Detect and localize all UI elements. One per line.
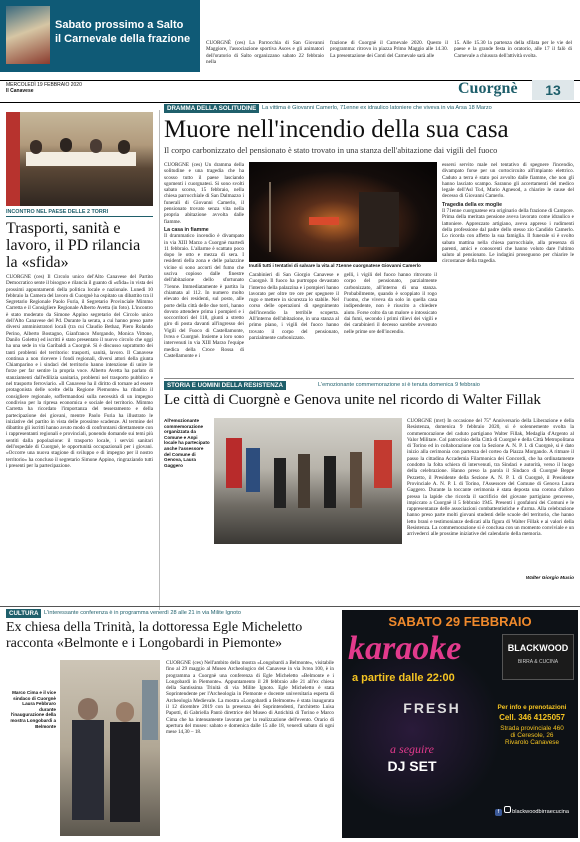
ad-date: SABATO 29 FEBBRAIO	[388, 614, 532, 629]
teaser-title[interactable]	[55, 18, 200, 46]
instagram-icon	[504, 806, 511, 813]
ad-event: karaoke	[348, 630, 462, 667]
left-kicker: INCONTRO NEL PAESE DELLE 2 TORRI	[6, 209, 153, 217]
ad-address1: Strada provinciale 460	[500, 725, 564, 732]
ad-social[interactable]	[488, 806, 576, 816]
culture-body: CUORGNÈ (ces) Nell'ambito della mostra «Longobardi a Belmonte», visitabile fino al 29 maggio al Museo Archeologico del Canavese in via Ivrea 100, è in programma a Cuorgnè una conferenza di Egle Micheletto «Belmonte e i Longobardi in Piemonte». Appuntamento il 28 febbraio alle 21 all'ex chiesa della Santissima Trinità di via Milite Ignoto. Egle Micheletto è stata Soprintendente per l'Archeologia in Piemonte e docente universitaria esperta di Archeologia Medievale. La mostra «Longobardi a Belmonte» è stata inaugurata il 12 dicembre 2019 con la presenza dei Soprintendenti, l'architetto Luisa Papotti, di Gabriella Pantò direttrice del Museo di Antichità di Torino e Marco Cima che ha intensamente lavorato per la realizzazione dell'evento. Orario di apertura del museo: sabato e domenica dalle 15 alle 18, venerdì sabato di ogni mese 14,30 – 18.	[166, 660, 334, 736]
header-section[interactable]: Cuorgnè	[458, 80, 518, 97]
main-col1	[164, 162, 244, 372]
culture-kicker-sub: L'interessante conferenza è in programma venerdì 28 alle 21 in via Milite Ignoto	[44, 610, 241, 616]
main-col4-text-b: Il 71enne cuorgnatese era originario della frazione di Campore. Prima della meritata pensione aveva lavorato come idraulico e lattoniere. Apprezzato artigiano, aveva appreso i rudimenti della professione dal padre dello stesso zio Candido Camerlo. Lo ricorda con affetto la sua famiglia. Il funerale si è svolto sabato mattina nella chiesa parrocchiale, alla presenza di parenti, amici e conoscenti che hanno voluto dare l'ultimo saluto al pensionato. Le indagini proseguono per chiarire le circostanze della tragedia.	[442, 208, 574, 265]
main-col2: Carabinieri di San Giorgio Canavese e Cuorgnè. Il fuoco ha purtroppo devastato l'interno della palazzina e i pompieri hanno lavorato per oltre tre ore per spegnere il rogo e mettere in sicurezza lo stabile. Nel corso delle operazioni di spegnimento dell'incendio la terribile scoperta. All'interno dell'abitazione, in una stanza al primo piano, i vigili del fuoco hanno trovato il corpo del pensionato, parzialmente carbonizzato.	[249, 272, 339, 341]
culture-rule	[0, 606, 580, 607]
fillak-photo	[214, 418, 402, 544]
fillak-body: CUORGNÈ (mvt) In occasione del 75° Anniversario della Liberazione e della Resistenza, domenica 9 febbraio 2020, si è solennemente svolta la commemorazione del caduto partigiano Walter Fillak, Medaglia d'Argento al Valor Militare. Col patrocinio della Città di Cuorgnè e della Città Metropolitana di Torino ed in collaborazione con la Sezione A. N. P. I. di Cuorgnè, si è dato inizio alla cerimonia con partenza del corteo da Piazza Morgando. A ritmare il passo la cittadina Accademia Filarmonica dei Concordi, che ha ordinatamente condotto la folta schiera di intervenuti, tra Sindaci e autorità, verso il luogo della celebrazione. Hanno preso la parola il Sindaco di Cuorgnè Beppe Pezzetto, il Presidente della Sezione A. N. P. I. di Cuorgnè, il Presidente Provinciale A. N. P. I. di Torino, l'Assessore del Comune di Genova Laura Gaggero. Durante la toccante cerimonia è stata deposta una corona d'alloro presso la lapide che ricorda il sacrificio del giovane partigiano genovese, impiccato a Cuorgnè il 5 febbraio 1945. Presenti i gonfaloni dei Comuni e le rappresentanze delle associazioni combattentistiche e d'arma. Alla celebrazione hanno preso parte molti giovani studenti delle scuole del territorio, che hanno letto brani e testimonianze dedicati alla figura di Walter Fillak e ai valori della Resistenza. La commemorazione si è conclusa con un momento conviviale e un arrivederci alle prossime iniziative del calendario della memoria.	[407, 418, 574, 538]
ad-dj: DJ SET	[387, 758, 437, 774]
karaoke-ad[interactable]	[342, 610, 578, 838]
main-col1-subhead: La casa in fiamme	[164, 226, 209, 233]
fillak-headline[interactable]: Le città di Cuorgnè e Genova unite nel ricordo di Walter Fillak	[164, 392, 541, 408]
main-headline[interactable]: Muore nell'incendio della sua casa	[164, 116, 509, 143]
fillak-photo-caption: All'emozionante commemorazione organizzata da Comune e Anpi locale ha partecipato anche l'assessore del Comune di Genova, Laura Gaggero	[164, 418, 210, 468]
main-col4	[442, 162, 574, 372]
header-rule-bottom	[0, 102, 580, 103]
pd-meeting-photo	[6, 112, 153, 206]
ad-contact	[488, 704, 576, 746]
fire-photo-caption: Inutili tutti i tentativi di salvare la vita al 71enne cuorgnatese Giovanni Camerlo	[249, 263, 421, 268]
header-date: MERCOLEDÌ 19 FEBBRAIO 2020	[6, 82, 82, 88]
fillak-rule	[164, 378, 574, 379]
ad-social-handle: blackwoodbirraecucina	[512, 809, 570, 815]
culture-headline[interactable]	[6, 620, 336, 652]
fillak-kicker-sub: L'emozionante commemorazione si è tenuta domenica 9 febbraio	[318, 382, 480, 388]
fillak-signature: Walter Giorgio Musio	[525, 576, 574, 581]
ad-fresh: FRESH	[403, 700, 461, 716]
ad-follow: a seguire	[390, 742, 434, 756]
teaser-photo	[6, 6, 50, 64]
main-col3: gelli, i vigili del fuoco hanno ritrovato il corpo del pensionato, parzialmente carbonizzato, all'interno di una stanza. Probabilmente, quando è scoppiato il rogo l'uomo, che viveva da solo in quella casa indipendente, non è riuscito a chiedere aiuto. Forse colto da un malore o intossicato dai fumi, secondo i primi rilievi dei vigili e dei carabinieri il decesso sarebbe avvenuto nelle prime ore dell'incendio.	[344, 272, 437, 335]
culture-photo	[60, 660, 160, 836]
ad-phone[interactable]: Cell. 346 4125057	[499, 713, 565, 722]
top-strip-col1: CUORGNÈ (ces) La Parrocchia di San Giovanni Maggiore, l'associazione sportiva Asces e gli animatori dell'oratorio di Salto organizzano sabato 22 febbraio nella	[206, 40, 324, 65]
ad-info-label: Per info e prenotazioni	[497, 704, 567, 711]
fire-photo	[249, 162, 437, 262]
header-page-number: 13	[532, 80, 574, 100]
main-col4-text: essersi servito male nel tentativo di spegnere l'incendio, divampato forse per un cortocircuito all'impianto elettrico. Caduto a terra è stato poi avvolto dalle fiamme, che non gli hanno lasciato scampo. Saranno gli accertamenti del medico legale dell'Asl To4, Mario Agnesod, a chiarire le cause del decesso di Giovanni Camerlo.	[442, 162, 574, 200]
ad-venue: BLACKWOOD	[507, 643, 569, 653]
column-divider	[159, 110, 160, 610]
top-strip-col3: 15. Alle 15.30 la partenza della sfilata per le vie del paese e la grande festa in oratorio, alle 17 il falò di Carnevale a chiusura dell'attività svolta.	[454, 40, 572, 59]
culture-photo-caption: Marco Cima e il vice sindaco di Cuorgnè Laura Febbraro durante l'inaugurazione della mostra Longobardi a Belmonte	[10, 690, 56, 729]
main-kicker: DRAMMA DELLA SOLITUDINE	[164, 104, 259, 113]
teaser-title-line1: Sabato prossimo a Salto	[55, 19, 184, 31]
main-kicker-sub: La vittima è Giovanni Camerlo, 71enne ex idraulico latoniere che viveva in via Arsa 18 Marzo	[262, 105, 492, 111]
facebook-icon: f	[495, 809, 502, 816]
ad-address2: di Ceresole, 26	[510, 732, 554, 739]
fillak-kicker: STORIA E UOMINI DELLA RESISTENZA	[164, 381, 286, 390]
main-col1-text-b: Il drammatico incendio è divampato in via XIII Marzo a Cuorgnè martedì 11 febbraio. L'allarme è scattato poco dopo le otto e mezza di sera. I residenti della zona e delle palazzine vicine si sono accorti del fumo che usciva copioso dalle finestre dell'abitazione dello sfortunato 71enne. Immediatamente è partita la chiamata al 112. In numero molto elevato dei residenti, sul posto, alle porte della città delle due torri, hanno dovuto attendere prima i pompieri e i soccorritori del 118, giunti a stretto giro di posta davanti all'ingresso dei Vigili del Fuoco di Castellamonte, Ivrea e Cuorgnè. Insieme a loro sono intervenuti in via XIII Marzo l'equipe medica della Croce Rossa di Castellamonte e i	[164, 233, 244, 359]
culture-headline-line1: Ex chiesa della Trinità, la dottoressa Egle Micheletto	[6, 620, 303, 635]
teaser-title-line2: il Carnevale della frazione	[55, 33, 191, 45]
main-col4-subhead: Tragedia della ex moglie	[442, 201, 502, 208]
main-subhead: Il corpo carbonizzato del pensionato è stato trovato in una stanza dell'abitazione dai vigili del fuoco	[164, 146, 498, 155]
left-body: CUORGNÈ (ces) Il Circolo unico del'Alto Canavese del Partito Democratico sente il bisogno e rilancia il guanto di «sfida» in vista dei prossimi appuntamenti della politica locale e nazionale. Lunedì 10 febbraio la Camera del lavoro di Cuorgnè ha ospitato un dibattito tra il Segretario Regionale Paolo Furia, il Segretario Provinciale Mimmo Carretta e il Consigliere Regionale Alberto Avetta (in foto). L'incontro è stato moderato da Simone Appino segretario del Circolo unico dell'Alto Canavese del Pd. Durante la serata, a cui hanno preso parte diversi amministratori locali (tra cui Claudio Bethaz, Piero Rolando Perino, Alberto Bostagno, Gianfranco Morgando, Monica Vittone, Danilo Goletto) ed iscritti è stato presentato il nuovo circolo che oggi ha una sede in via Garibaldi a Cuorgnè. Si è discusso soprattutto dei tanti problemi del territorio: trasporti, sanità, lavoro. Il Canavese continua a non ricevere i fondi regionali, diversi attori della giunta Chiamparino e i sindaci del territorio hanno intenzione di unire le forze per far sentire la propria voce. Alberto Avetta ha parlato di stanziamenti dall'edilizia sanitaria, problemi nel trasporto pubblico e nel trasporto ferroviario. «Il Canavese ha il diritto di tornare ad essere protagonista delle scelte della Regione Piemonte» ha ribadito il consigliere regionale, soffermandosi sulla necessità di un impegno condiviso per la ripresa economica e sociale del territorio. Mimmo Carretta ha ricordato l'importanza del tesseramento e della partecipazione dei giovani, mentre Paolo Furia ha illustrato le iniziative del partito in vista delle prossime scadenze. Al termine del dibattito gli iscritti hanno avuto modo di confrontarsi direttamente con i rappresentanti regionali e provinciali, ponendo domande sui temi più sentiti dalla popolazione: il trasporto locale, i servizi sanitari dell'ospedale di Cuorgnè, le opportunità occupazionali per i giovani. «Occorre una nuova stagione di sviluppo e di impegno per il nostro territorio» ha concluso il segretario Simone Appino, ringraziando tutti i presenti per la partecipazione.	[6, 274, 153, 469]
top-strip-col2: frazione di Cuorgnè il Carnevale 2020. Questo il programma: ritrovo in piazza Primo Maggio alle 14.30. La presentazione dei Conti del Carnevale sarà alle	[330, 40, 448, 59]
culture-kicker: CULTURA	[6, 609, 41, 618]
main-col1-text: CUORGNÈ (ces) Un dramma della solitudine e una tragedia che ha scosso tutto il paese lasciando sgomenti i cuorgnatesi. Si sono svolti sabato scorso, 15 febbraio, nella chiesa parrocchiale di San Dalmazzo i funerali di Giovanni Camerlo, il pensionato trovato senza vita nella propria abitazione avvolta dalle fiamme.	[164, 162, 244, 225]
left-headline[interactable]: Trasporti, sanità e lavoro, il PD rilancia la «sfida»	[6, 220, 141, 271]
culture-headline-line2: racconta «Belmonte e i Longobardi in Piemonte»	[6, 636, 283, 651]
ad-time: a partire dalle 22:00	[352, 672, 455, 684]
ad-town: Rivarolo Canavese	[505, 739, 559, 746]
header-paper: Il Canavese	[6, 88, 34, 94]
ad-venue-sub: BIRRA & CUCINA	[517, 659, 559, 665]
ad-venue-box	[502, 634, 574, 680]
